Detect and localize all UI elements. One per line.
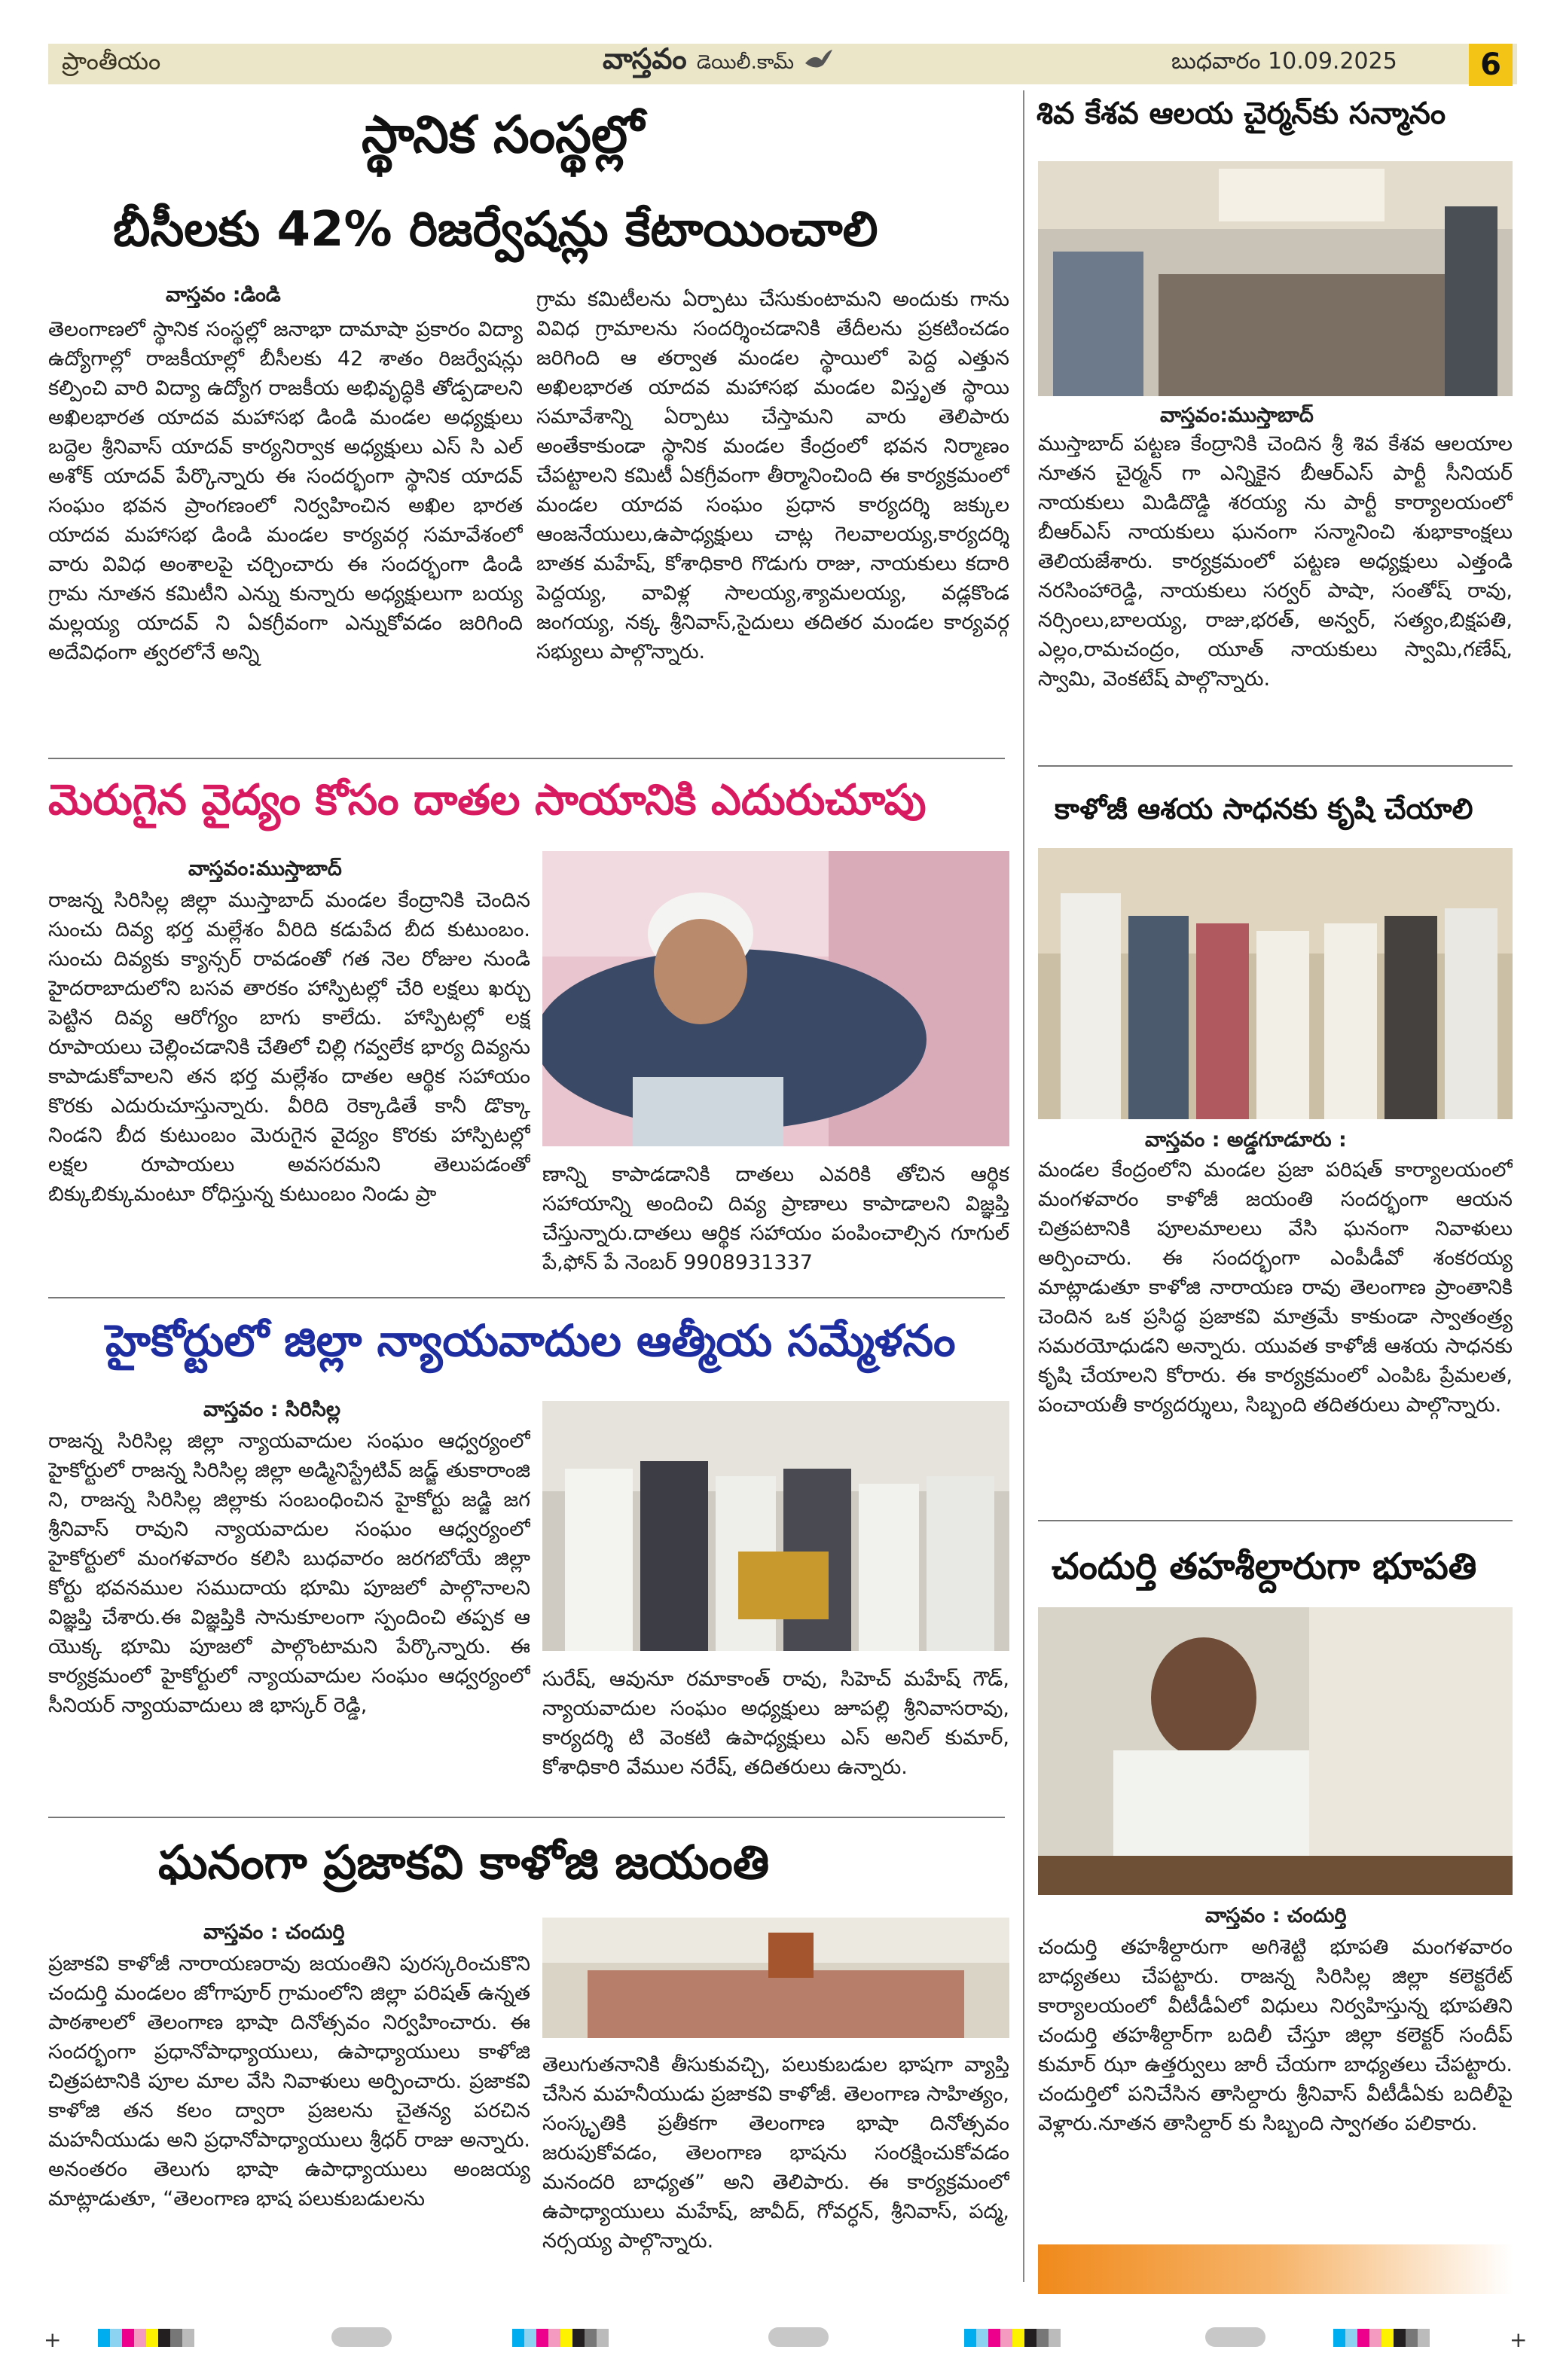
- story5-text: ముస్తాబాద్ పట్టణ కేంద్రానికి చెందిన శ్రీ శివ కేశవ ఆలయాల నూతన చైర్మన్ గా ఎన్నికైన బీఆర్ఎస్ పార్టీ సీనియర్ నాయకులు మిడిదొడ్డి శరయ్య ను పార్టీ కార్యాలయంలో బీఆర్ఎస్ నాయకులు ఘనంగా సన్మానించి శుభాకాంక్షలు తెలియజేశారు. కార్యక్రమంలో పట్టణ అధ్యక్షులు ఎత్తండి నరసింహారెడ్డి, నాయకులు సర్వర్ పాషా, సంతోష్ రావు, నర్సింలు,బాలయ్య, రాజు,భరత్, అన్వర్, సత్యం,బిక్షపతి, ఎల్లం,రామచంద్రం, యూత్ నాయకులు స్వామి,గణేష్, స్వామి, వెంకటేష్ పాల్గొన్నారు.: [1038, 432, 1513, 691]
- story3-column-2: సురేష్, ఆవునూ రమాకాంత్ రావు, సిహెచ్ మహేష్ గౌడ్, న్యాయవాదుల సంఘం అధ్యక్షులు జూపల్లి శ్రీనివాసరావు, కార్యదర్శి టి వెంకటి ఉపాధ్యక్షులు ఎస్ అనిల్ కుమార్, కోశాధికారి వేముల నరేష్, తదితరులు ఉన్నారు.: [542, 1668, 1009, 1779]
- decorative-orange-bar: [1038, 2244, 1513, 2294]
- bird-icon: [804, 48, 834, 74]
- color-bar: [512, 2329, 609, 2347]
- registration-oval: [1205, 2327, 1265, 2347]
- masthead-title: వాస్తవం: [603, 42, 687, 75]
- story1-dateline: వాస్తవం :డిండి: [166, 283, 281, 307]
- story5-headline: శివ కేశవ ఆలయ చైర్మన్‌కు సన్మానం: [1036, 96, 1446, 131]
- story7-dateline: వాస్తవం : చందుర్తి: [1205, 1904, 1347, 1927]
- divider: [48, 758, 1005, 759]
- tahsildar-photo: [1038, 1607, 1513, 1895]
- registration-oval: [768, 2327, 829, 2347]
- story1-column-2: గ్రామ కమిటీలను ఏర్పాటు చేసుకుంటామని అందుకు గాను వివిధ గ్రామాలను సందర్శించడానికి తేదీలను ప్రకటించడం జరిగింది ఆ తర్వాత మండల స్థాయిలో పెద్ద ఎత్తున అఖిలభారత యాదవ మహాసభ మండల విస్తృత స్థాయి సమావేశాన్ని ఏర్పాటు చేస్తామని వారు తెలిపారు అంతేకాకుండా స్థానిక మండల కేంద్రంలో భవన నిర్మాణం చేపట్టాలని కమిటీ ఏకగ్రీవంగా తీర్మానించింది ఈ కార్యక్రమంలో మండల యాదవ సంఘం ప్రధాన కార్యదర్శి జక్కుల ఆంజనేయులు,ఉపాధ్యక్షులు చాట్ల గెలవాలయ్య,కార్యదర్శి బాతక మహేష్, కోశాధికారి గొడుగు రాజు, నాయకులు కదారి పెద్దయ్య, వావిళ్ల సాలయ్య,శ్యామలయ్య, వడ్లకొండ జంగయ్య, నక్క శ్రీనివాస్,సైదులు తదితర మండల కార్యవర్గ సభ్యులు పాల్గొన్నారు.: [536, 288, 1009, 664]
- story2-column-1: రాజన్న సిరిసిల్ల జిల్లా ముస్తాబాద్ మండల కేంద్రానికి చెందిన సుంచు దివ్య భర్త మల్లేశం వీరిది కడుపేద బీద కుటుంబం. సుంచు దివ్యకు క్యాన్సర్ రావడంతో గత నెల రోజుల నుండి హైదరాబాదులోని బసవ తారకం హాస్పిటల్లో చేరి లక్షలు ఖర్చు పెట్టిన దివ్య ఆరోగ్యం బాగు కాలేదు. హాస్పిటల్లో లక్ష రూపాయలు చెల్లించడానికి చేతిలో చిల్లి గవ్వలేక భార్య దివ్యను కాపాడుకోవాలని తన భర్త మల్లేశం దాతల ఆర్థిక సహాయం కొరకు ఎదురుచూస్తున్నారు. వీరిది రెక్కాడితే కానీ డొక్కా నిండని బీద కుటుంబం మెరుగైన వైద్యం కొరకు హాస్పిటల్లో లక్షల రూపాయలు అవసరమని తెలుపడంతో బిక్కుబిక్కుమంటూ రోధిస్తున్న కుటుంబం నిండు ప్రా: [48, 889, 530, 1206]
- color-bar: [1333, 2329, 1430, 2347]
- story6-dateline: వాస్తవం : అడ్డగూడూరు :: [1145, 1128, 1347, 1152]
- story2-dateline: వాస్తవం:ముస్తాబాద్: [188, 857, 342, 880]
- registration-mark-icon: +: [1510, 2327, 1528, 2352]
- color-bar: [98, 2329, 194, 2347]
- story3-headline: హైకోర్టులో జిల్లా న్యాయవాదుల ఆత్మీయ సమ్మేళనం: [105, 1315, 956, 1366]
- section-label: ప్రాంతీయం: [62, 47, 161, 75]
- story6-text: మండల కేంద్రంలోని మండల ప్రజా పరిషత్ కార్యాలయంలో మంగళవారం కాళోజీ జయంతి సందర్భంగా ఆయన చిత్రపటానికి పూలమాలలు వేసి ఘనంగా నివాళులు అర్పించారు. ఈ సందర్భంగా ఎంపీడీవో శంకరయ్య మాట్లాడుతూ కాళోజి నారాయణ రావు తెలంగాణ ప్రాంతానికి చెందిన ఒక ప్రసిద్ధ ప్రజాకవి మాత్రమే కాకుండా స్వాతంత్ర్య సమరయోధుడని అన్నారు. యువత కాళోజీ ఆశయ సాధనకు కృషి చేయాలని కోరారు. ఈ కార్యక్రమంలో ఎంపిఓ ప్రేమలత, పంచాయతీ కార్యదర్శులు, సిబ్బంది తదితరులు పాల్గొన్నారు.: [1038, 1158, 1513, 1417]
- masthead-suffix: డెయిలీ.కామ్: [696, 51, 794, 74]
- story2-column-2: ణాన్ని కాపాడడానికి దాతలు ఎవరికి తోచిన ఆర్థిక సహాయాన్ని అందించి దివ్య ప్రాణాలు కాపాడాలని విజ్ఞప్తి చేస్తున్నారు.దాతలు ఆర్థిక సహాయం పంపించాల్సిన గూగుల్ పే,ఫోన్ పే నెంబర్ 9908931337: [542, 1163, 1009, 1274]
- issue-date: బుధవారం 10.09.2025: [1171, 48, 1397, 75]
- story6-headline: కాళోజీ ఆశయ సాధనకు కృషి చేయాలి: [1055, 792, 1473, 825]
- column-divider: [1023, 90, 1024, 2282]
- registration-oval: [331, 2327, 392, 2347]
- school-photo: [542, 1918, 1009, 2038]
- story4-column-2: తెలుగుతనానికి తీసుకువచ్చి, పలుకుబడుల భాషగా వ్యాప్తి చేసిన మహనీయుడు ప్రజాకవి కాళోజీ. తెలంగాణ సాహిత్యం, సంస్కృతికి ప్రతీకగా తెలంగాణ భాషా దినోత్సవం జరుపుకోవడం, తెలంగాణ భాషను సంరక్షించుకోవడం మనందరి బాధ్యత” అని తెలిపారు. ఈ కార్యక్రమంలో ఉపాధ్యాయులు మహేష్, జావీద్, గోవర్ధన్, శ్రీనివాస్, పద్మ, నర్సయ్య పాల్గొన్నారు.: [542, 2053, 1009, 2253]
- divider: [1038, 1520, 1513, 1521]
- story7-text: చందుర్తి తహశీల్దారుగా అగిశెట్టి భూపతి మంగళవారం బాధ్యతలు చేపట్టారు. రాజన్న సిరిసిల్ల జిల్లా కలెక్టరేట్ కార్యాలయంలో వీటీడీఏలో విధులు నిర్వహిస్తున్న భూపతిని చందుర్తి తహశీల్దార్‌గా బదిలీ చేస్తూ జిల్లా కలెక్టర్ సందీప్ కుమార్ ఝా ఉత్తర్వులు జారీ చేయగా బాధ్యతలు చేపట్టారు. చందుర్తిలో పనిచేసిన తాసిల్దారు శ్రీనివాస్ వీటీడీఏకు బదిలీపై వెళ్లారు.నూతన తాసిల్దార్ కు సిబ్బంది స్వాగతం పలికారు.: [1038, 1936, 1513, 2135]
- story1-column-1: తెలంగాణలో స్థానిక సంస్థల్లో జనాభా దామాషా ప్రకారం విద్యా ఉద్యోగాల్లో రాజకీయాల్లో బీసీలకు 42 శాతం రిజర్వేషన్లు కల్పించి వారి విద్యా ఉద్యోగ రాజకీయ అభివృద్ధికి తోడ్పడాలని అఖిలభారత యాదవ మహాసభ డిండి మండల అధ్యక్షులు బద్దెల శ్రీనివాస్ యాదవ్ కార్యనిర్వాక అధ్యక్షులు ఎస్ సి ఎల్ అశోక్ యాదవ్ పేర్కొన్నారు ఈ సందర్భంగా స్థానిక యాదవ్ సంఘం భవన ప్రాంగణంలో నిర్వహించిన అఖిల భారత యాదవ మహాసభ డిండి మండల కార్యవర్గ సమావేశంలో వారు వివిధ అంశాలపై చర్చించారు ఈ సందర్భంగా డిండి గ్రామ నూతన కమిటీని ఎన్ను కున్నారు అధ్యక్షులుగా బయ్య మల్లయ్య యాదవ్ ని ఏకగ్రీవంగా ఎన్నుకోవడం జరిగింది అదేవిధంగా త్వరలోనే అన్ని: [48, 318, 523, 664]
- story2-headline: మెరుగైన వైద్యం కోసం దాతల సాయానికి ఎదురుచూపు: [48, 776, 927, 825]
- color-bar: [964, 2329, 1061, 2347]
- story4-column-1: ప్రజాకవి కాళోజీ నారాయణరావు జయంతిని పురస్కరించుకొని చందుర్తి మండలం జోగాపూర్ గ్రామంలోని జిల్లా పరిషత్ ఉన్నత పాఠశాలలో తెలంగాణ భాషా దినోత్సవం నిర్వహించారు. ఈ సందర్భంగా ప్రధానోపాధ్యాయులు, ఉపాధ్యాయులు కాళోజి చిత్రపటానికి పూల మాల వేసి నివాళులు అర్పించారు. ప్రజాకవి కాళోజి తన కలం ద్వారా ప్రజలను చైతన్య పరచిన మహనీయుడు అని ప్రధానోపాధ్యాయులు శ్రీధర్ రాజు అన్నారు. అనంతరం తెలుగు భాషా ఉపాధ్యాయులు అంజయ్య మాట్లాడుతూ, “తెలంగాణ భాష పలుకుబడులను: [48, 1952, 530, 2211]
- page-number: 6: [1469, 44, 1513, 86]
- registration-mark-icon: +: [44, 2327, 62, 2352]
- divider: [1038, 765, 1513, 767]
- story4-headline: ఘనంగా ప్రజాకవి కాళోజి జయంతి: [158, 1835, 770, 1890]
- masthead: [603, 42, 834, 83]
- kaloji-tribute-photo: [1038, 848, 1513, 1119]
- patient-photo: [542, 851, 1009, 1146]
- advocates-photo: [542, 1401, 1009, 1651]
- temple-chairman-photo: [1038, 161, 1513, 396]
- story3-column-1: రాజన్న సిరిసిల్ల జిల్లా న్యాయవాదుల సంఘం ఆధ్వర్యంలో హైకోర్టులో రాజన్న సిరిసిల్ల జిల్లా అడ్మినిస్ట్రేటివ్ జడ్జ్ తుకారాంజి ని, రాజన్న సిరిసిల్ల జిల్లాకు సంబంధించిన హైకోర్టు జడ్జి జగ శ్రీనివాస్ రావుని న్యాయవాదుల సంఘం ఆధ్వర్యంలో హైకోర్టులో మంగళవారం కలిసి బుధవారం జరగబోయే జిల్లా కోర్టు భవనముల సముదాయ భూమి పూజలో పాల్గొనాలని విజ్ఞప్తి చేశారు.ఈ విజ్ఞప్తికి సానుకూలంగా స్పందించి తప్పక ఆ యొక్క భూమి పూజలో పాల్గొంటామని పేర్కొన్నారు. ఈ కార్యక్రమంలో హైకోర్టులో న్యాయవాదుల సంఘం ఆధ్వర్యంలో సీనియర్ న్యాయవాదులు జి భాస్కర్ రెడ్డి,: [48, 1430, 530, 1717]
- divider: [48, 1817, 1005, 1818]
- story5-dateline: వాస్తవం:ముస్తాబాద్: [1160, 404, 1314, 427]
- divider: [48, 1297, 1005, 1298]
- story3-dateline: వాస్తవం : సిరిసిల్ల: [203, 1398, 340, 1421]
- story4-dateline: వాస్తవం : చందుర్తి: [203, 1921, 345, 1944]
- story7-headline: చందుర్తి తహశీల్దారుగా భూపతి: [1052, 1545, 1477, 1588]
- story1-headline-line2: బీసీలకు 42% రిజర్వేషన్లు కేటాయించాలి: [113, 202, 878, 258]
- story1-headline-line1: స్థానిక సంస్థల్లో: [362, 105, 644, 165]
